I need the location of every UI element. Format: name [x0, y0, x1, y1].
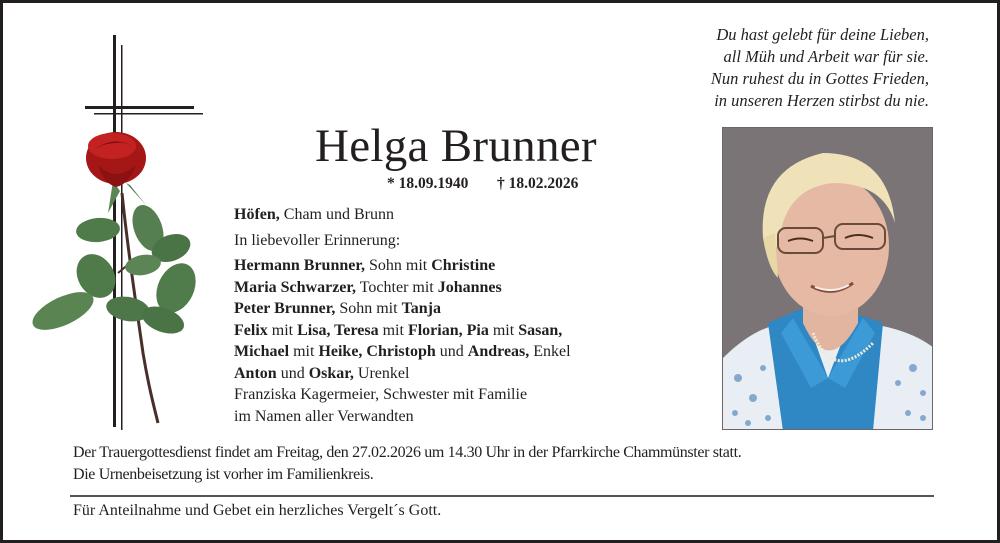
places-line — [234, 204, 571, 226]
place-rest: Cham und Brunn — [279, 206, 394, 223]
thanks-line: Für Anteilnahme und Gebet ein herzliches Vergelt´s Gott. — [73, 502, 442, 519]
intro-line: In liebevoller Erinnerung: — [234, 231, 401, 249]
poem-line: Nun ruhest du in Gottes Frieden, — [710, 69, 929, 88]
deceased-photo — [722, 127, 933, 430]
mourner-line: im Namen aller Verwandten — [234, 407, 414, 425]
mourner-line: Felix mit Lisa, Teresa mit Florian, Pia mit Sasan, — [234, 321, 563, 339]
cross-rose-icon — [28, 33, 208, 433]
poem-line: in unseren Herzen stirbst du nie. — [714, 91, 929, 110]
deceased-name: Helga Brunner — [315, 120, 597, 172]
poem-line: all Müh und Arbeit war für sie. — [723, 47, 929, 66]
poem-line: Du hast gelebt für deine Lieben, — [716, 25, 929, 44]
memorial-poem — [711, 24, 929, 112]
service-line: Der Trauergottesdienst findet am Freitag, den 27.02.2026 um 14.30 Uhr in der Pfarrkirche Chammünster statt. — [73, 444, 742, 461]
portrait-icon — [723, 128, 933, 430]
mourner-line: Peter Brunner, Sohn mit Tanja — [234, 300, 441, 317]
death-date: † 18.02.2026 — [497, 175, 579, 192]
birth-date: * 18.09.1940 — [387, 175, 469, 192]
place-bold: Höfen, — [234, 206, 280, 223]
service-line: Die Urnenbeisetzung ist vorher im Familienkreis. — [73, 466, 374, 483]
divider-line — [70, 495, 934, 497]
service-info — [73, 442, 741, 486]
mourner-line: Franziska Kagermeier, Schwester mit Familie — [234, 386, 528, 403]
mourner-line: Maria Schwarzer, Tochter mit Johannes — [234, 278, 502, 296]
mourner-line: Michael mit Heike, Christoph und Andreas, Enkel — [234, 343, 571, 360]
mourners-section — [234, 204, 571, 427]
mourner-line: Hermann Brunner, Sohn mit Christine — [234, 257, 496, 274]
mourner-line: Anton und Oskar, Urenkel — [234, 364, 410, 382]
